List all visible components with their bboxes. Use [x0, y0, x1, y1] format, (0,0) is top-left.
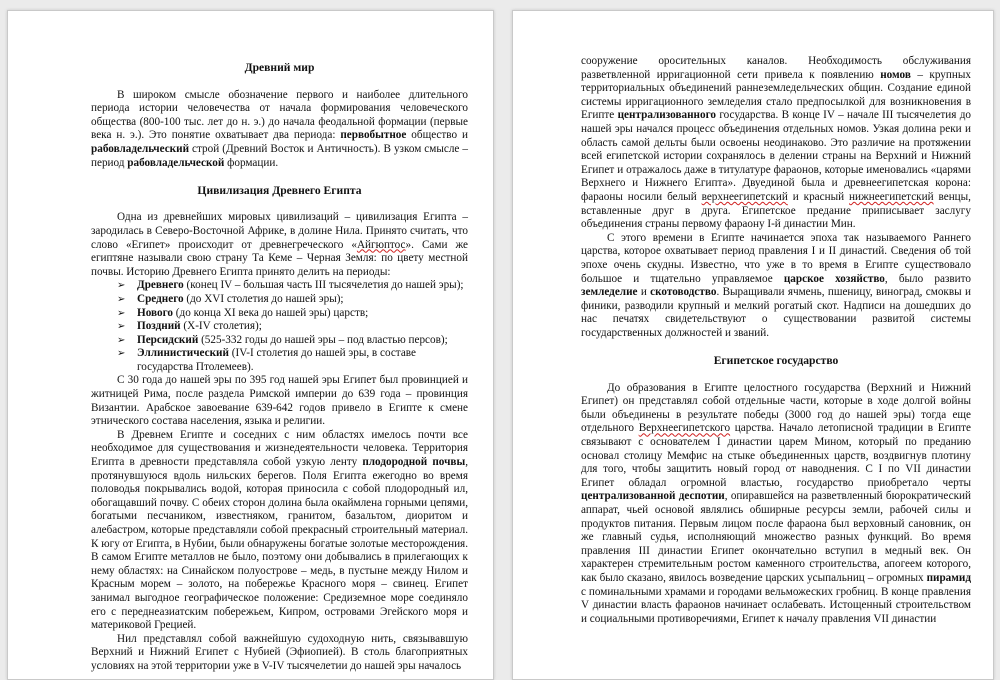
arrow-bullet-icon: ➢ — [117, 280, 126, 292]
page-2-content — [581, 55, 971, 626]
period-item — [117, 347, 468, 374]
period-name: Среднего — [137, 292, 184, 305]
period-text: (X-IV столетия); — [180, 320, 262, 333]
text-run: и — [637, 286, 651, 299]
bold-term: рабовладельческой — [127, 156, 225, 169]
paragraph-state — [581, 382, 971, 627]
period-text: (до конца XI века до нашей эры) царств; — [172, 306, 369, 319]
period-item — [117, 279, 468, 293]
text-run: , опиравшейся на разветвленный бюрократический аппарат, чьей основой являлись обширные ресурсы земли, рабочей силы и продуктов питания. Первым лицом после фараона был верховный сановник, он же главный судья, исполняющий множество разных функций. Во время правления III династии Египет окончательно вступил в медный век. Он характерен стремительным ростом каменного строительства, апогеем которого, как было сказано, явилось возведение царских усыпальниц – огромных — [581, 490, 971, 584]
spellcheck-word: Айгюптос — [356, 238, 406, 251]
paragraph-early-kingdom — [581, 232, 971, 341]
text-run: В Древнем Египте и соседних с ним областях имелось почти все необходимое для существования и жизнедеятельности человека. Территория Египта в древности представляла собой узкую ленту — [91, 428, 468, 469]
document-page-1 — [7, 10, 494, 680]
period-text: (конец IV – большая часть III тысячелетия до нашей эры); — [183, 279, 464, 292]
spellcheck-word: Верхнеегипетского — [638, 422, 731, 435]
spellcheck-word: верхнеегипетский — [701, 190, 788, 203]
paragraph-egypt-intro — [91, 211, 468, 279]
period-name: Эллинистический — [137, 347, 229, 360]
paragraph-nile — [91, 633, 468, 674]
text-run: Одна из древнейших мировых цивилизаций – цивилизация Египта – зародилась в Северо-Восточной Африке, в долине Нила. Принято считать, что слово «Египет» происходит от древнегреческого « — [91, 211, 468, 251]
period-name: Древнего — [137, 279, 184, 292]
text-run: – крупных территориальных объединений раннеземледельческих общин. Создание единой системы ирригационного земледелия стало предпосылкой для возникновения в Египте — [581, 68, 971, 122]
text-run: государства. В конце IV – начале III тысячелетия до нашей эры начался процесс объединения отдельных номов. Узкая долина реки и область самой дельты были освоены неодинаково. Это различие на протяжении всей египетской истории сохранялось в делении страны на Верхний и Нижний Египет и отражалось даже в титулатуре фараонов, которые именовались «царями Верхнего и Нижнего Египта». Двуединой была и древнеегипетская корона: фараоны носили белый — [581, 109, 971, 203]
bold-term: первобытное — [340, 129, 407, 142]
arrow-bullet-icon: ➢ — [117, 293, 126, 305]
period-name: Поздний — [137, 320, 181, 333]
arrow-bullet-icon: ➢ — [117, 334, 126, 346]
period-item — [117, 334, 468, 348]
bold-term: плодородной почвы — [362, 456, 466, 469]
text-run: общество и — [406, 129, 468, 142]
text-run: С 30 года до нашей эры по 395 год нашей эры Египет был провинцией и житницей Рима, после раздела Римской империи до 639 года – провинция Византии. Арабское завоевание 639-642 годов привело в Египте к смене этнического состава населения, языка и религии. — [91, 374, 468, 428]
paragraph-irrigation — [581, 55, 971, 232]
bold-term: царское хозяйство — [783, 272, 885, 285]
paragraph-roman-period — [91, 374, 468, 428]
text-run: ». Сами же египтяне называли свою страну Та Кеме – Черная Земля: по цвету местной почвы. Историю Древнего Египта принято делить на периоды: — [91, 238, 468, 278]
text-run: С этого времени в Египте начинается эпоха так называемого Раннего царства, которое охватывает период правления I и II династий. Сведения об той эпохе очень скудны. Известно, что уже в то время в Египте существовало большое и тщательно управляемое — [581, 231, 971, 285]
arrow-bullet-icon: ➢ — [117, 348, 126, 360]
period-text: (IV-I столетия до нашей эры, в составе государства Птолемеев). — [137, 347, 416, 373]
bold-term: скотоводство — [650, 286, 717, 299]
periods-list — [91, 279, 468, 374]
bold-term: централизованного — [617, 109, 716, 122]
bold-term: земледелие — [581, 286, 638, 299]
heading-egyptian-state: Египетское государство — [713, 354, 839, 368]
document-page-2 — [512, 10, 994, 680]
arrow-bullet-icon: ➢ — [117, 321, 126, 333]
paragraph-geography — [91, 429, 468, 633]
text-run: с поминальными храмами и городами вельможеских гробниц. В конце правления V династии власть фараонов начинает ослабевать. Истощенный строительством и социальными противоречиями, Египет к началу правления VII династии — [581, 585, 971, 625]
bold-term: пирамид — [926, 571, 971, 584]
period-item — [117, 293, 468, 307]
text-run: сооружение оросительных каналов. Необходимость обслуживания разветвленной ирригационной сети привела к появлению — [581, 55, 971, 81]
text-run: В широком смысле обозначение первого и наиболее длительного периода истории человечества от начала формирования человеческого общества (800-100 тыс. лет до н. э.) до начала феодальной формации (первые века н. э.). Это понятие охватывает два периода: — [91, 88, 468, 142]
paragraph-intro — [91, 89, 468, 171]
text-run: До образования в Египте целостного государства (Верхний и Нижний Египет) он представлял собой отдельные части, которые в ходе долгой войны были объединены в результате победы (3000 год до нашей эры) тогда еще отдельного — [581, 381, 971, 435]
text-run: венцы, вставленные друг в друга. Египетское предание приписывает заслугу объединения страны первому фараону I-й династии Мин. — [581, 190, 971, 231]
text-run: , протянувшуюся вдоль нильских берегов. Поля Египта ежегодно во время половодья покрывались водой, которая приносила с собой плодородный ил, обогащавший почву. С обеих сторон долина была окаймлена горными цепями, богатыми песчаником, известняком, гранитом, базальтом, диоритом и алебастром, которые представляли собой прекрасный строительный материал. К югу от Египта, в Нубии, были обнаружены богатые золотые месторождения. В самом Египте металлов не было, поэтому они добывались в прилегающих к нему областях: на Синайском полуострове – медь, в пустыне между Нилом и Красным морем – золото, на побережье Красного моря – свинец. Египет занимал выгодное географическое положение: Средиземное море соединяло его с переднеазиатским побережьем, Кипром, островами Эгейского моря и материковой Грецией. — [91, 456, 468, 632]
text-run: и красный — [787, 190, 850, 203]
period-text: (до XVI столетия до нашей эры); — [183, 292, 344, 305]
text-run: царства. Начало летописной традиции в Египте связывают с основателем I династии царем Мином, который по преданию основал столицу Мемфис на стыке объединенных царств, воздвигнув плотину для того, чтобы защитить новый город от наводнения. С I по VII династии Египет обладал огромной властью, государство приобретало черты — [581, 422, 971, 489]
text-run: формации. — [224, 156, 279, 169]
period-name: Нового — [137, 306, 173, 319]
heading-egypt-civilization: Цивилизация Древнего Египта — [197, 183, 362, 197]
bold-term: номов — [880, 68, 911, 81]
spellcheck-word: нижнеегипетский — [849, 190, 934, 203]
title-ancient-world: Древний мир — [244, 61, 315, 74]
bold-term: централизованной деспотии — [581, 490, 725, 503]
text-run: . Выращивали ячмень, пшеницу, виноград, смоквы и финики, разводили крупный и мелкий рогатый скот. Надписи на дошедших до нас печатях свидетельствуют о существовании развитой системы государственных должностей и званий. — [581, 286, 971, 339]
period-item — [117, 320, 468, 334]
period-name: Персидский — [137, 333, 199, 346]
period-text: (525-332 годы до нашей эры – под властью персов); — [198, 333, 448, 346]
bold-term: рабовладельческий — [91, 142, 190, 155]
arrow-bullet-icon: ➢ — [117, 307, 126, 319]
text-run: строй (Древний Восток и Античность). В узком смысле – период — [91, 142, 468, 169]
page-1-content — [91, 61, 468, 674]
text-run: , было развито — [884, 272, 971, 285]
period-item — [117, 307, 468, 321]
text-run: Нил представлял собой важнейшую судоходную нить, связывавшую Верхний и Нижний Египет с Нубией (Эфиопией). В столь благоприятных условиях на этой территории уже в V-IV тысячелетии до нашей эры началось — [91, 632, 468, 672]
